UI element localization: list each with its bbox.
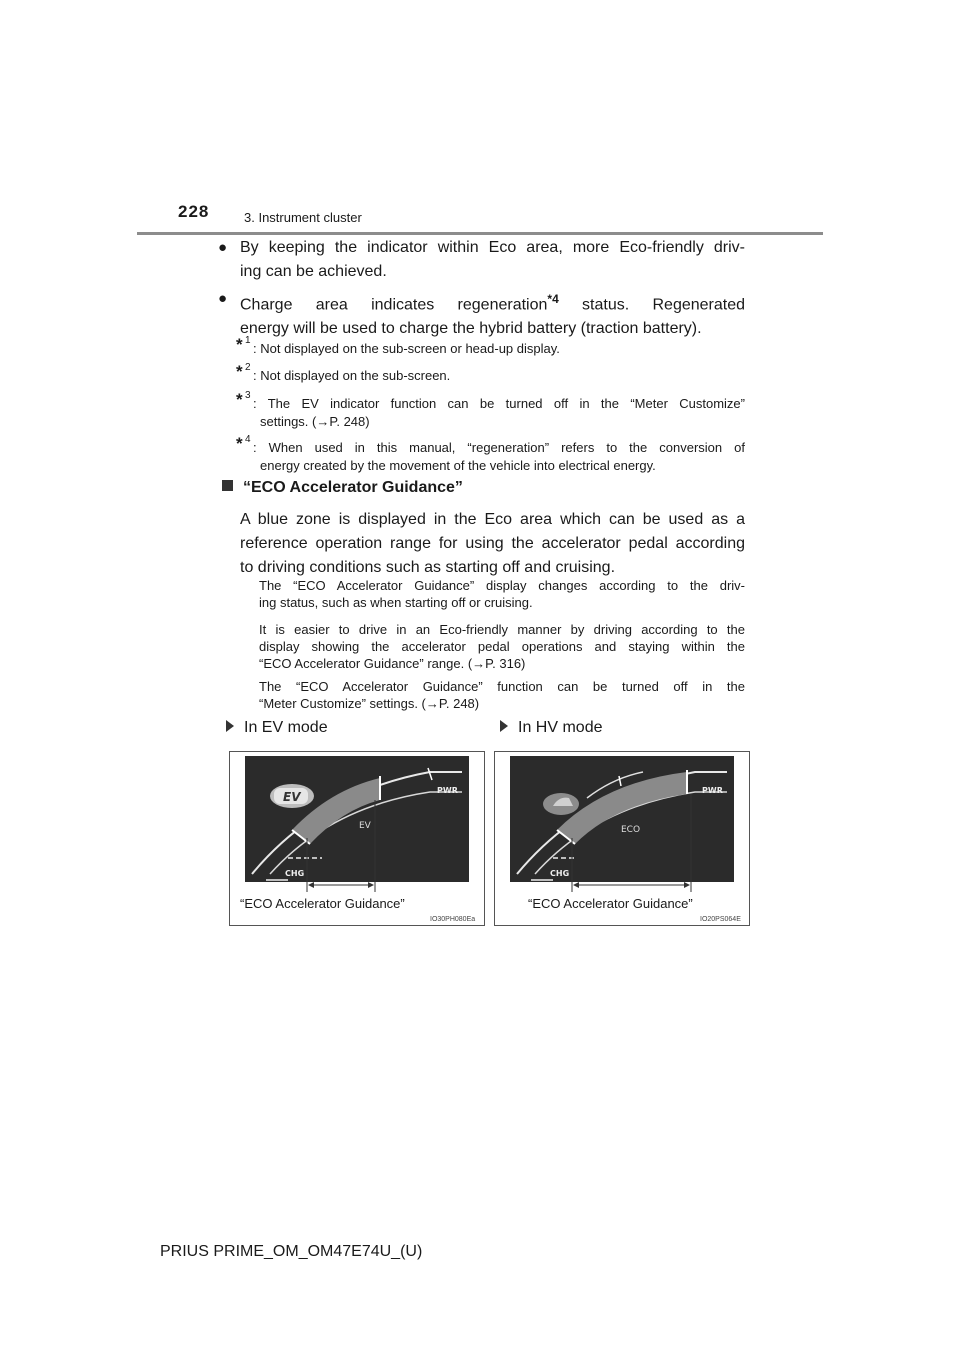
header-rule (137, 232, 823, 235)
square-bullet-icon (222, 480, 233, 491)
figure-caption: “ECO Accelerator Guidance” (528, 896, 693, 911)
section-title: 3. Instrument cluster (244, 210, 362, 225)
note-line: “Meter Customize” settings. (→P. 248) (259, 696, 480, 711)
footnote-number: 2 (245, 362, 251, 373)
zone-label: ECO (621, 825, 641, 835)
zone-label: EV (359, 821, 371, 831)
eco-note-2 (259, 621, 745, 672)
ev-mode-label (226, 719, 328, 737)
triangle-bullet-icon (226, 720, 234, 732)
bullet-dot-icon: ● (218, 290, 228, 307)
hv-mode-label (500, 719, 602, 737)
note-line: The “ECO Accelerator Guidance” function can be turned off in the (259, 679, 745, 694)
footnote-text: energy created by the movement of the vehicle into electrical energy. (260, 458, 656, 473)
footnote-text: : Not displayed on the sub-screen or head-up display. (253, 341, 560, 356)
bullet-text: Charge area indicates regeneration (240, 296, 548, 314)
heading-text: “ECO Accelerator Guidance” (243, 479, 463, 496)
footnote-mark: * (236, 335, 243, 354)
chg-label: CHG (285, 869, 305, 878)
section-heading (222, 479, 463, 497)
hv-mode-figure (494, 751, 750, 926)
bullet-charge-area (218, 287, 746, 341)
footnote-4 (236, 436, 745, 474)
mode-label-text: In HV mode (518, 719, 603, 736)
footnote-mark: * (236, 362, 243, 381)
note-line: display showing the accelerator pedal operations and staying within the (259, 639, 745, 654)
triangle-bullet-icon (500, 720, 508, 732)
footnote-2 (236, 364, 745, 384)
eco-note-1 (259, 577, 745, 611)
bullet-dot-icon: ● (218, 239, 228, 256)
bullet-line: energy will be used to charge the hybrid battery (traction battery). (240, 320, 702, 338)
bullet-line: ing can be achieved. (240, 263, 387, 280)
figure-caption: “ECO Accelerator Guidance” (240, 896, 405, 911)
footnote-text: : The EV indicator function can be turned off in the “Meter Customize” (253, 396, 745, 411)
eco-note-3 (259, 678, 745, 712)
footnote-text: : When used in this manual, “regeneration” refers to the conversion of (253, 440, 745, 455)
footnote-3 (236, 392, 745, 430)
footnote-mark: * (236, 434, 243, 453)
footnote-1 (236, 337, 745, 357)
footnote-text: settings. (→P. 248) (260, 414, 370, 429)
figure-code: IO20PS064E (700, 916, 741, 923)
document-footer: PRIUS PRIME_OM_OM47E74U_(U) (160, 1243, 423, 1260)
footnote-text: : Not displayed on the sub-screen. (253, 368, 451, 383)
footnote-number: 1 (245, 335, 251, 346)
note-line: ing status, such as when starting off or cruising. (259, 595, 533, 610)
ev-badge: EV (283, 790, 301, 804)
body-line: A blue zone is displayed in the Eco area which can be used as a (240, 511, 745, 528)
bullet-line (240, 287, 745, 317)
page-number: 228 (178, 202, 210, 221)
footnote-mark: * (236, 390, 243, 409)
bullet-text: status. Regenerated (558, 296, 746, 314)
footnote-number: 3 (245, 390, 251, 401)
ev-mode-figure (229, 751, 485, 926)
bullet-line: By keeping the indicator within Eco area, more Eco-friendly driv- (240, 239, 745, 256)
eco-body (240, 508, 745, 580)
body-line: reference operation range for using the accelerator pedal according (240, 535, 745, 552)
bullet-eco-area (218, 236, 745, 284)
note-line: The “ECO Accelerator Guidance” display changes according to the driv- (259, 578, 745, 593)
mode-label-text: In EV mode (244, 719, 328, 736)
pwr-label: PWR (437, 786, 458, 795)
body-line: to driving conditions such as starting off and cruising. (240, 559, 616, 576)
chg-label: CHG (550, 869, 570, 878)
note-line: “ECO Accelerator Guidance” range. (→P. 316) (259, 656, 526, 671)
figure-code: IO30PH080Ea (430, 916, 476, 923)
pwr-label: PWR (702, 786, 723, 795)
footnote-ref: *4 (547, 292, 559, 306)
footnote-number: 4 (245, 434, 251, 445)
note-line: It is easier to drive in an Eco-friendly manner by driving according to the (259, 622, 745, 637)
